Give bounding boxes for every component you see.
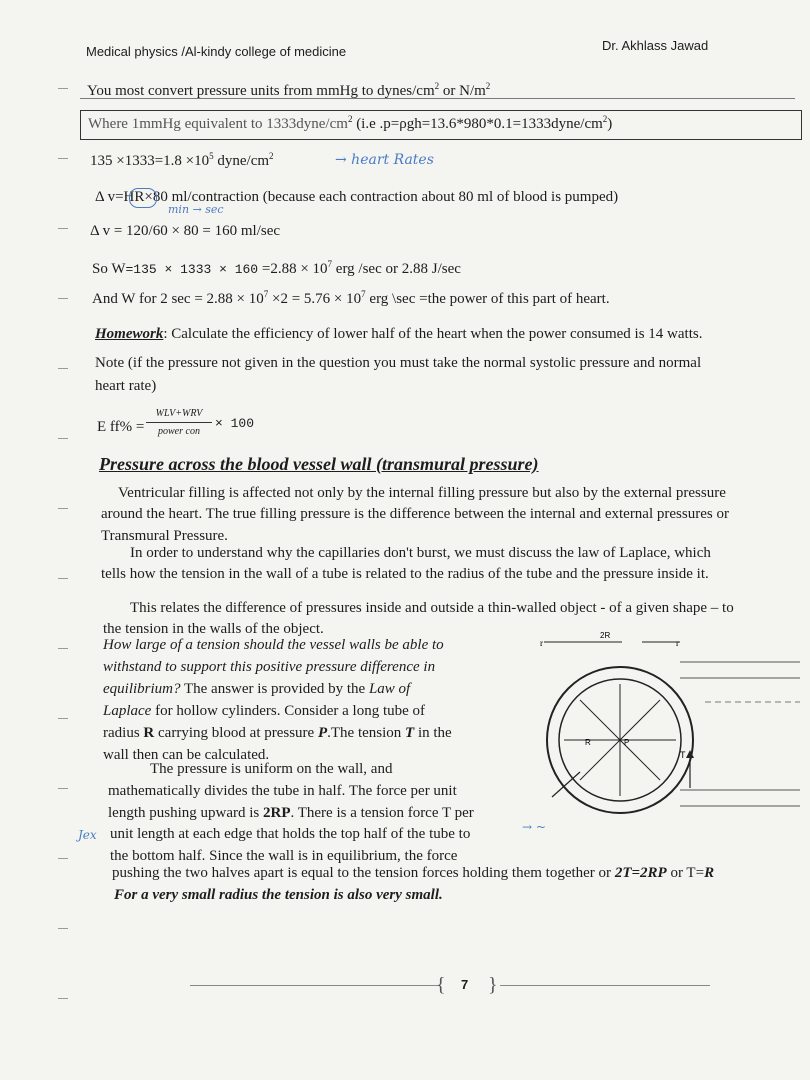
note-line-1: Note (if the pressure not given in the question you must take the normal systolic pressure and normal [95,355,702,371]
w2-text-b: ×2 = 5.76 × 10 [268,291,362,307]
para1-line1: Ventricular filling is affected not only by the internal filling pressure but also by the external pressure [118,485,726,501]
margin-tick [58,228,68,229]
where-line [88,113,612,135]
p5-2RP: 2RP [263,805,291,821]
margin-tick [58,788,68,789]
footer-brace-left: { [436,974,446,996]
p4-question: equilibrium? [103,681,181,697]
label-r-left: r [540,638,543,648]
para5-line4: unit length at each edge that holds the top half of the tube to [110,826,471,842]
label-2R: 2R [600,631,611,640]
footer-rule-left [190,985,440,986]
para4-line3 [103,678,410,700]
exp: 5 [209,151,214,161]
para1-line3: Transmural Pressure. [101,528,228,544]
homework-text: : Calculate the efficiency of lower half of the heart when the power consumed is 14 watts. [163,326,703,342]
exp: 2 [485,81,491,91]
convert-text: You most convert pressure units from mmHg to dynes/cm [87,83,435,99]
header-right: Dr. Akhlass Jawad [602,38,709,53]
note-line-2: heart rate) [95,378,157,394]
para5-line6 [112,862,714,884]
p5-tension: . There is a tension force T per [290,805,474,821]
w2-text-a: And W for 2 sec = 2.88 × 10 [92,291,264,307]
label-R: R [585,738,591,747]
exp: 2 [347,114,353,124]
para4-line5 [103,722,452,744]
section-title: Pressure across the blood vessel wall (transmural pressure) [99,454,539,474]
homework-line [95,323,702,345]
p5-length: length pushing upward is [108,805,263,821]
w1-product: =135 × 1333 × 160 [125,262,259,277]
where-text-b: (i.e .p=ρgh=13.6*980*0.1=1333dyne/cm [352,116,603,132]
work-line-2 [92,288,610,310]
p4-radius: radius [103,725,144,741]
efficiency-numerator: WLV+WRV [155,408,203,419]
p4-laplace: Laplace [103,703,152,719]
para2-line1: In order to understand why the capillaries don't burst, we must discuss the law of Laplace, which [130,545,711,561]
exp: 7 [263,289,269,299]
w1-unit: erg /sec or 2.88 J/sec [332,261,461,277]
para5-line1: The pressure is uniform on the wall, and [150,761,393,777]
convert-or: or N/m [439,83,486,99]
p4-answer: The answer is provided by the [180,681,369,697]
exp: 7 [361,289,366,299]
para4-line1: How large of a tension should the vessel walls be able to [103,637,444,653]
w1-label: So W [92,261,126,277]
convert-line [87,80,490,102]
margin-tick [58,298,68,299]
p4-hollow: for hollow cylinders. Consider a long tube of [151,703,426,719]
p4-tension: .The tension [327,725,406,741]
p4-law: Law of [368,681,411,697]
para3-line1: This relates the difference of pressures inside and outside a thin-walled object - of a given shape – to [130,600,734,616]
para4-line4 [103,700,425,722]
margin-tick [58,438,68,439]
footer-brace-right: } [488,974,498,996]
efficiency-denominator: power con [158,426,200,437]
p5-or: or T= [666,865,705,881]
label-T: T [680,750,686,760]
label-P: P [624,738,630,747]
calc1-unit: dyne/cm [213,153,270,169]
calc1-text: 135 ×1333=1.8 ×10 [90,153,210,169]
margin-tick [58,718,68,719]
calc-line-1 [90,150,274,172]
label-r-right: r [676,638,679,648]
para1-line2: around the heart. The true filling pressure is the difference between the internal and external pressures or [101,506,729,522]
delta-v-line-2: Δ v = 120/60 × 80 = 160 ml/sec [90,223,281,239]
homework-label: Homework [95,326,164,342]
margin-tick [58,858,68,859]
p4-T: T [405,725,415,741]
para5-line5: the bottom half. Since the wall is in equilibrium, the force [110,848,458,864]
para4-line6: wall then can be calculated. [103,747,270,763]
handwritten-note: → heart Rates [335,152,434,168]
p4-R: R [143,725,155,741]
exp: 2 [434,81,440,91]
handwritten-note: min → sec [168,203,224,216]
p5-pushing: pushing the two halves apart is equal to the tension forces holding them together or [112,865,615,881]
p5-R: R [704,865,715,881]
w2-text-c: erg \sec =the power of this part of heart. [365,291,610,307]
pressure-arrows [564,684,676,796]
margin-tick [58,508,68,509]
efficiency-label: E ff% = [97,419,145,435]
page-number: 7 [461,977,469,992]
margin-tick [58,648,68,649]
para5-line3 [108,802,474,824]
laplace-diagram [530,622,800,842]
handwritten-note: Jex [78,828,97,842]
para2-line2: tells how the tension in the wall of a tube is related to the radius of the tube and the pressure inside it. [101,566,709,582]
exp: 2 [602,114,608,124]
work-line-1 [92,258,461,281]
exp: 7 [327,259,333,269]
p4-carrying: carrying blood at pressure [154,725,318,741]
margin-tick [58,158,68,159]
exp: 2 [269,151,274,161]
where-text-c: ) [607,116,613,132]
p4-inthe: in the [414,725,452,741]
margin-tick [58,88,68,89]
p4-P: P [317,725,328,741]
margin-tick [58,368,68,369]
para3-line2: the tension in the walls of the object. [103,621,324,637]
footer-rule-right [500,985,710,986]
margin-tick [58,998,68,999]
para5-line7: For a very small radius the tension is also very small. [114,887,443,903]
fraction-bar [146,422,212,423]
p5-2T2RP: 2T=2RP [614,865,667,881]
efficiency-tail: × 100 [215,416,255,431]
para4-line2: withstand to support this positive pressure difference in [103,659,436,675]
header-left: Medical physics /Al-kindy college of medicine [86,44,347,59]
handwritten-note: → ~ [522,820,546,834]
margin-tick [58,928,68,929]
para5-line2: mathematically divides the tube in half. The force per unit [108,783,457,799]
w1-result: =2.88 × 10 [258,261,328,277]
delta-v-line-1: Δ v=HR×80 ml/contraction (because each contraction about 80 ml of blood is pumped) [95,189,619,205]
where-text-a: Where 1mmHg equivalent to 1333dyne/cm [88,116,348,132]
margin-tick [58,578,68,579]
hr-circle-mark [129,188,157,208]
